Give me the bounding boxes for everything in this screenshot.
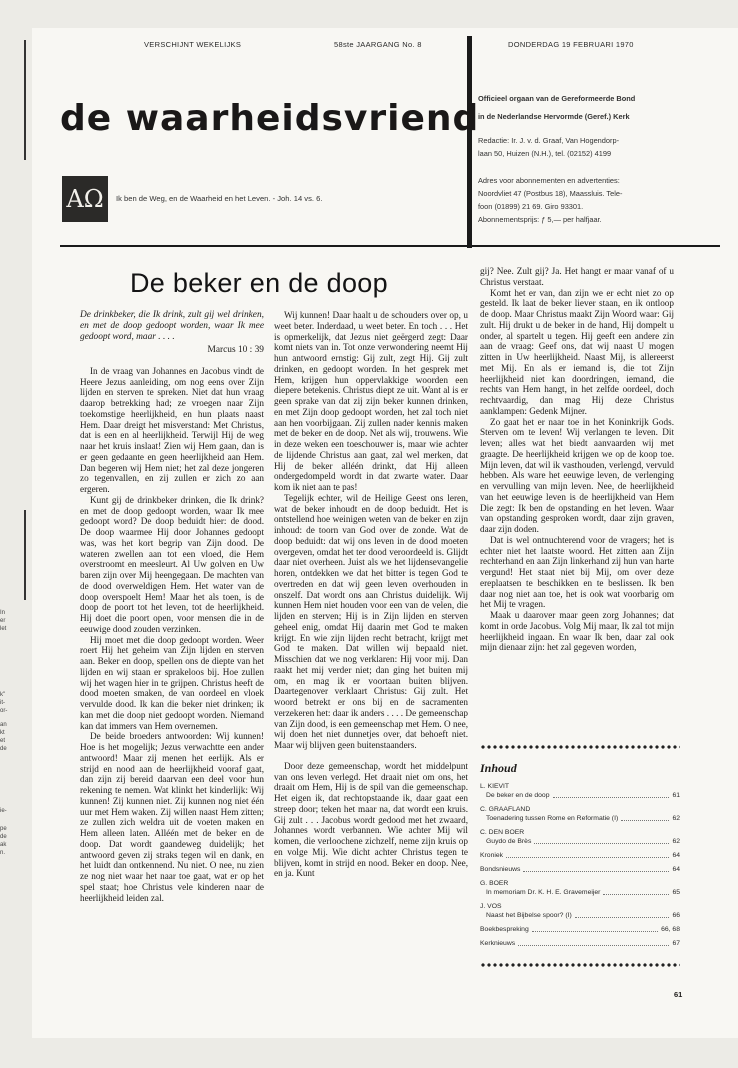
paragraph: Hij moet met die doop gedoopt worden. Weer roert Hij het geheim van Zijn lijden en sterven aan. Beker en doop, spellen ons de diepte van het lijden en wij staan er sprakeloos bij. Hoe zullen wij het wagen hier in te grijpen. Christus heeft de dood moeten smaken, de van oordeel en vloek vervulde dood. Ik kan die beker niet drinken; ik kan met die doop niet gedoopt worden. Niemand kan dat immers van Hem overnemen. (80, 634, 264, 731)
article-column-3 (480, 266, 674, 653)
margin-fragment: et (0, 738, 6, 744)
toc-entry[interactable] (480, 939, 680, 948)
toc-page: 64 (672, 866, 680, 873)
newspaper-page (32, 28, 738, 1038)
article-column-2 (274, 310, 468, 879)
adjacent-page-frame (0, 40, 26, 160)
header-date: DONDERDAG 19 FEBRUARI 1970 (508, 40, 634, 49)
paragraph: Tegelijk echter, wil de Heilige Geest ons leren, wat de beker inhoudt en de doop beduidt. Het is ontstellend hoe weinigen weten van de beker en zijn inhoud: de toorn van God over de zonde. Wat de doop beduidt: dat wij ons leven in de dood moeten overgeven, omdat het ter dood veroordeeld is. Glijdt daar niet overheen. Juist als we het lijdensevangelie horen, ontdekken we dat het bitter is tegen God te overtreden en dat wij geen leven overhouden in onszelf. Dat wordt ons aan Christus duidelijk. Wij kunnen Hem niet houden voor een van de velen, die lijden en sterven; Hij is in Zijn lijden en sterven geheel enig, omdat Hij daarin met God te maken krijgt. En wie zijn lijden recht betracht, krijgt met God te maken. Dat willen wij bepaald niet. Misschien dat we nog verklaren: Hij voor mij. Dan raakt het mij verder niet; dan ging het buiten mij om, en mag ik er voortaan buiten blijven. Daartegenover verklaart Christus: Gij zult. Het woord betrekt er ons bij en de sacramenten verzekeren het: daar ik anders . . . . De gemeenschap van Zijn dood, is een gemeenschap met Hem. O nee, wij doen het niet dunnetjes over, dat behoeft niet. Maar wij blijven geen buitenstaanders. (274, 492, 468, 750)
paragraph: gij? Nee. Zult gij? Ja. Het hangt er maar vanaf of u Christus verstaat. (480, 266, 674, 287)
masthead-title: de waarheidsvriend (60, 98, 480, 139)
margin-fragment: it- (0, 700, 5, 706)
toc-page: 64 (672, 852, 680, 859)
toc-author: G. BOER (480, 880, 509, 887)
toc-title: De beker en de doop (486, 792, 550, 799)
adres-line-1: Adres voor abonnementen en advertenties: (478, 176, 620, 185)
toc-entry[interactable] (480, 879, 680, 897)
redactie-line-1: Redactie: Ir. J. v. d. Graaf, Van Hogendorp- (478, 136, 620, 145)
toc-author: L. KIEVIT (480, 783, 510, 790)
paragraph: Zo gaat het er naar toe in het Koninkrijk Gods. Sterven om te leven! Wij verlangen te leven. Dit leven; alles wat het biedt aanvaarden wij met graagte. De heerlijkheid krijgen we op de koop toe. Mijn leven, dat wil ik vasthouden, verlengd, vervuld hebben. Als ware het eeuwige leven, de verlenging en vervulling van mijn leven. Nee, de heerlijkheid van het eeuwige leven is de heerlijkheid van Hem Die zegt: Ik ben de opstanding en het leven. Waar van opstanding gesproken wordt, daar zijn graven, daar zijn doden. (480, 416, 674, 534)
margin-fragment: er (0, 618, 6, 624)
publication-info (478, 92, 718, 226)
toc-heading: Inhoud (480, 761, 517, 775)
toc-title: Boekbespreking (480, 926, 529, 933)
toc-page: 66, 68 (661, 926, 680, 933)
masthead-divider (467, 36, 472, 248)
margin-fragment: n. (0, 850, 6, 856)
epigraph: De drinkbeker, die Ik drink, zult gij wel drinken, en met de doop gedoopt worden, waar Ik mee gedoopt word, maar . . . . (80, 310, 264, 342)
margin-fragment: ie- (0, 808, 7, 814)
toc-author: J. VOS (480, 903, 502, 910)
header-frequency: VERSCHIJNT WEKELIJKS (144, 40, 242, 49)
margin-fragment: de (0, 834, 7, 840)
scripture-reference: Marcus 10 : 39 (207, 345, 264, 355)
toc-author: C. DEN BOER (480, 829, 525, 836)
toc-entry[interactable] (480, 805, 680, 823)
alpha-omega-logo (62, 176, 108, 222)
margin-fragment: or- (0, 708, 8, 714)
margin-fragment: In (0, 610, 6, 616)
margin-fragment: pe (0, 826, 7, 832)
table-of-contents (480, 761, 680, 953)
organ-line-1: Officieel orgaan van de Gereformeerde Bond (478, 94, 636, 103)
toc-list (480, 782, 680, 948)
paragraph: In de vraag van Johannes en Jacobus vindt de Heere Jezus aanleiding, om nog eens over Zijn lijden en sterven te spreken. Niet dat hun vraag daarop betrekking had; ze vroegen naar Zijn toekomstige heerlijkheid, en hun plaats naast Hem. Daar dreigt het misverstand: Met Christus, dat is een en al heerlijkheid. Terwijl Hij de weg naar het kruis inslaat! Zien wij Hem gaan, dan is er geen gedaante en geen heerlijkheid aan Hem. Dan begeren wij Hem niet; het zal deze jongeren zo tegenvallen, en zij zullen er zich zo aan ergeren. (80, 365, 264, 494)
adres-line-2: Noordvliet 47 (Postbus 18), Maassluis. Tele- (478, 189, 623, 198)
page-number: 61 (674, 990, 683, 999)
toc-title: Guydo de Brès (486, 838, 532, 845)
paragraph: Kunt gij de drinkbeker drinken, die Ik drink? en met de doop gedoopt worden, waar Ik mee gedoopt word? De doop beduidt hier: de dood. De doop waarmee Hij door Johannes gedoopt was, was het kort begrip van Zijn dood. De wateren zwellen aan tot een vloed, die Hem overstroomt en meesleurt. Al Uw golven en Uw baren zijn over Mij heengegaan. De machten van de dood overweldigen Hem. Het water van de doop overspoelt Hem! Maar het als toen, is de doop de poort tot het leven, tot de heerlijkheid. Hij doet die poort open, voor mensen die in de eeuwige dood zouden verzinken. (80, 494, 264, 634)
toc-entry[interactable] (480, 865, 680, 874)
article-column-1 (80, 310, 264, 903)
ornamental-border-top (480, 744, 680, 750)
paragraph: Door deze gemeenschap, wordt het middelpunt van ons leven verlegd. Het draait niet om ons, het draait om Hem, Hij is de spil van die gemeenschap. Het eigen ik, dat rechtopstaande ik, daar gaat een streep door; teken het maar na, dat wordt een kruis. Gij zult . . . Jacobus wordt gedood met het zwaard, Johannes wordt verbannen. Wie achter Mij wil komen, die verloochene zichzelf, neme zijn kruis op en volge Mij. Wie dicht achter Christus tegen te blijven, komt in strijd en nood. Beker en doop. Nee, en ja. Kunt (274, 760, 468, 879)
margin-fragment: de (0, 746, 7, 752)
article-title: De beker en de doop (130, 268, 388, 298)
toc-page: 67 (672, 940, 680, 947)
toc-page: 61 (672, 792, 680, 799)
adres-line-4: Abonnementsprijs: ƒ 5,— per halfjaar. (478, 215, 602, 224)
toc-page: 62 (672, 815, 680, 822)
margin-fragment: kt (0, 730, 5, 736)
toc-page: 66 (672, 912, 680, 919)
toc-page: 65 (672, 889, 680, 896)
toc-title: Naast het Bijbelse spoor? (I) (486, 912, 572, 919)
adres-line-3: foon (01899) 21 69. Giro 93301. (478, 202, 584, 211)
redactie-line-2: laan 50, Huizen (N.H.), tel. (02152) 4199 (478, 149, 612, 158)
margin-fragment: k" (0, 692, 6, 698)
masthead-rule (60, 245, 720, 247)
margin-fragment: ak (0, 842, 7, 848)
toc-title: Kerknieuws (480, 940, 516, 947)
margin-fragment: an (0, 722, 7, 728)
toc-entry[interactable] (480, 925, 680, 934)
toc-author: C. GRAAFLAND (480, 806, 531, 813)
paragraph: De beide broeders antwoorden: Wij kunnen! Hoe is het mogelijk; Jezus verwachtte een ander antwoord! Maar zij menen het eerlijk. Als er strijd en nood aan de heerlijkheid vooraf gaat, dan zijn zij bereid daarvan een deel voor hun rekening te nemen. Wat klinkt het kinderlijk: Wij kunnen! Zij kunnen niet. Zij kunnen nog niet één uur met Hem waken. Zij willen naast Hem zitten; ze zullen zich weldra uit de voeten maken en Hem alleen laten. Alléén met de beker en de doop. Dat wordt gaandeweg duidelijk; het antwoord geven zij straks tegen wil en dank, en het luidt dan ontkennend. Nu niet. O nee, nu zien ze nog niet waar het naar toe gaat, wat er op het spel staat; hoe Christus vele kinderen naar de heerlijkheid leiden zal. (80, 731, 264, 903)
toc-page: 62 (672, 838, 680, 845)
toc-title: In memoriam Dr. K. H. E. Gravemeijer (486, 889, 601, 896)
toc-title: Kroniek (480, 852, 504, 859)
paragraph: Komt het er van, dan zijn we er echt niet zo op gesteld. Ik laat de beker liever staan, en ik ontloop de doop. Maar Christus maakt Zijn Woord waar: Gij zult. Hij drukt u de beker in de hand, Hij dompelt u onder, al spartelt u tegen. Hij geeft een andere zin aan de vraag: Geef ons, dat wij naast U mogen zitten in Uw heerlijkheid. Naast Mij, is allereerst met Mij. En als er iemand is, die tot Zijn heerlijkheid niet kan doordringen, iemand, die rechts van Hem hangt, in het zelfde oordeel, doch rechtvaardig, dan mag Hij deze Christus aanklampen: Gedenk Mijner. (480, 287, 674, 416)
toc-title: Bondsnieuws (480, 866, 521, 873)
margin-fragment: let (0, 626, 7, 632)
paragraph: Dat is wel ontnuchterend voor de vragers; het is echter niet het laatste woord. Het zitten aan Zijn rechterhand en aan Zijn linkerhand zij hun van harte vergund! Het staat niet bij Mij, om over deze ereplaatsen te beschikken en te beslissen. Ik ben daar nog niet aan toe, het is ook wat voorbarig om het Mij te vragen. (480, 534, 674, 610)
toc-entry[interactable] (480, 902, 680, 920)
paragraph: Wij kunnen! Daar haalt u de schouders over op, u weet beter. Inderdaad, u weet beter. En toch . . . Het is opmerkelijk, dat Jezus niet geërgerd zegt: Daar komt niets van in. Tot onze verwondering neemt Hij hun antwoord ernstig: Gij zult, zegt Hij. Gij zult drinken, en gedoopt worden. In het gesprek met Hem, krijgen hun oppervlakkige woorden een diepere betekenis. Christus diept ze uit. Want al is er geen sprake van dat zij zijn beker kunnen drinken, en met Zijn doop gedoopt worden, het zal toch niet aan hen voorbijgaan. Zij zullen nader kennis maken met de beker en de doop. Net als wij, trouwens. Wie in deze weken een toeschouwer is, maar wie achter de lijdende Christus aan gaat, zal wel merken, dat Hij de beker alléén drinkt, dat Hij alleen ondergedompeld wordt in dat zwarte water. Daar kom ik niet aan te pas! (274, 310, 468, 492)
ornamental-border-bottom (480, 962, 680, 968)
logo-text: AΩ (66, 185, 104, 213)
organ-line-2: in de Nederlandse Hervormde (Geref.) Kerk (478, 112, 630, 121)
toc-entry[interactable] (480, 828, 680, 846)
toc-entry[interactable] (480, 851, 680, 860)
header-volume: 58ste JAARGANG No. 8 (334, 40, 422, 49)
adjacent-page-frame-lower (0, 510, 26, 600)
toc-entry[interactable] (480, 782, 680, 800)
toc-title: Toenadering tussen Rome en Reformatie (I) (486, 815, 619, 822)
paragraph: Maak u daarover maar geen zorg Johannes; dat komt in orde Jacobus. Volg Mij maar, Ik zal tot mijn heerlijkheid ingaan. En waar Ik ben, daar zal ook mijn dienaar zijn: het zal gegeven worden, (480, 610, 674, 653)
masthead-motto: Ik ben de Weg, en de Waarheid en het Leven. - Joh. 14 vs. 6. (116, 194, 323, 203)
